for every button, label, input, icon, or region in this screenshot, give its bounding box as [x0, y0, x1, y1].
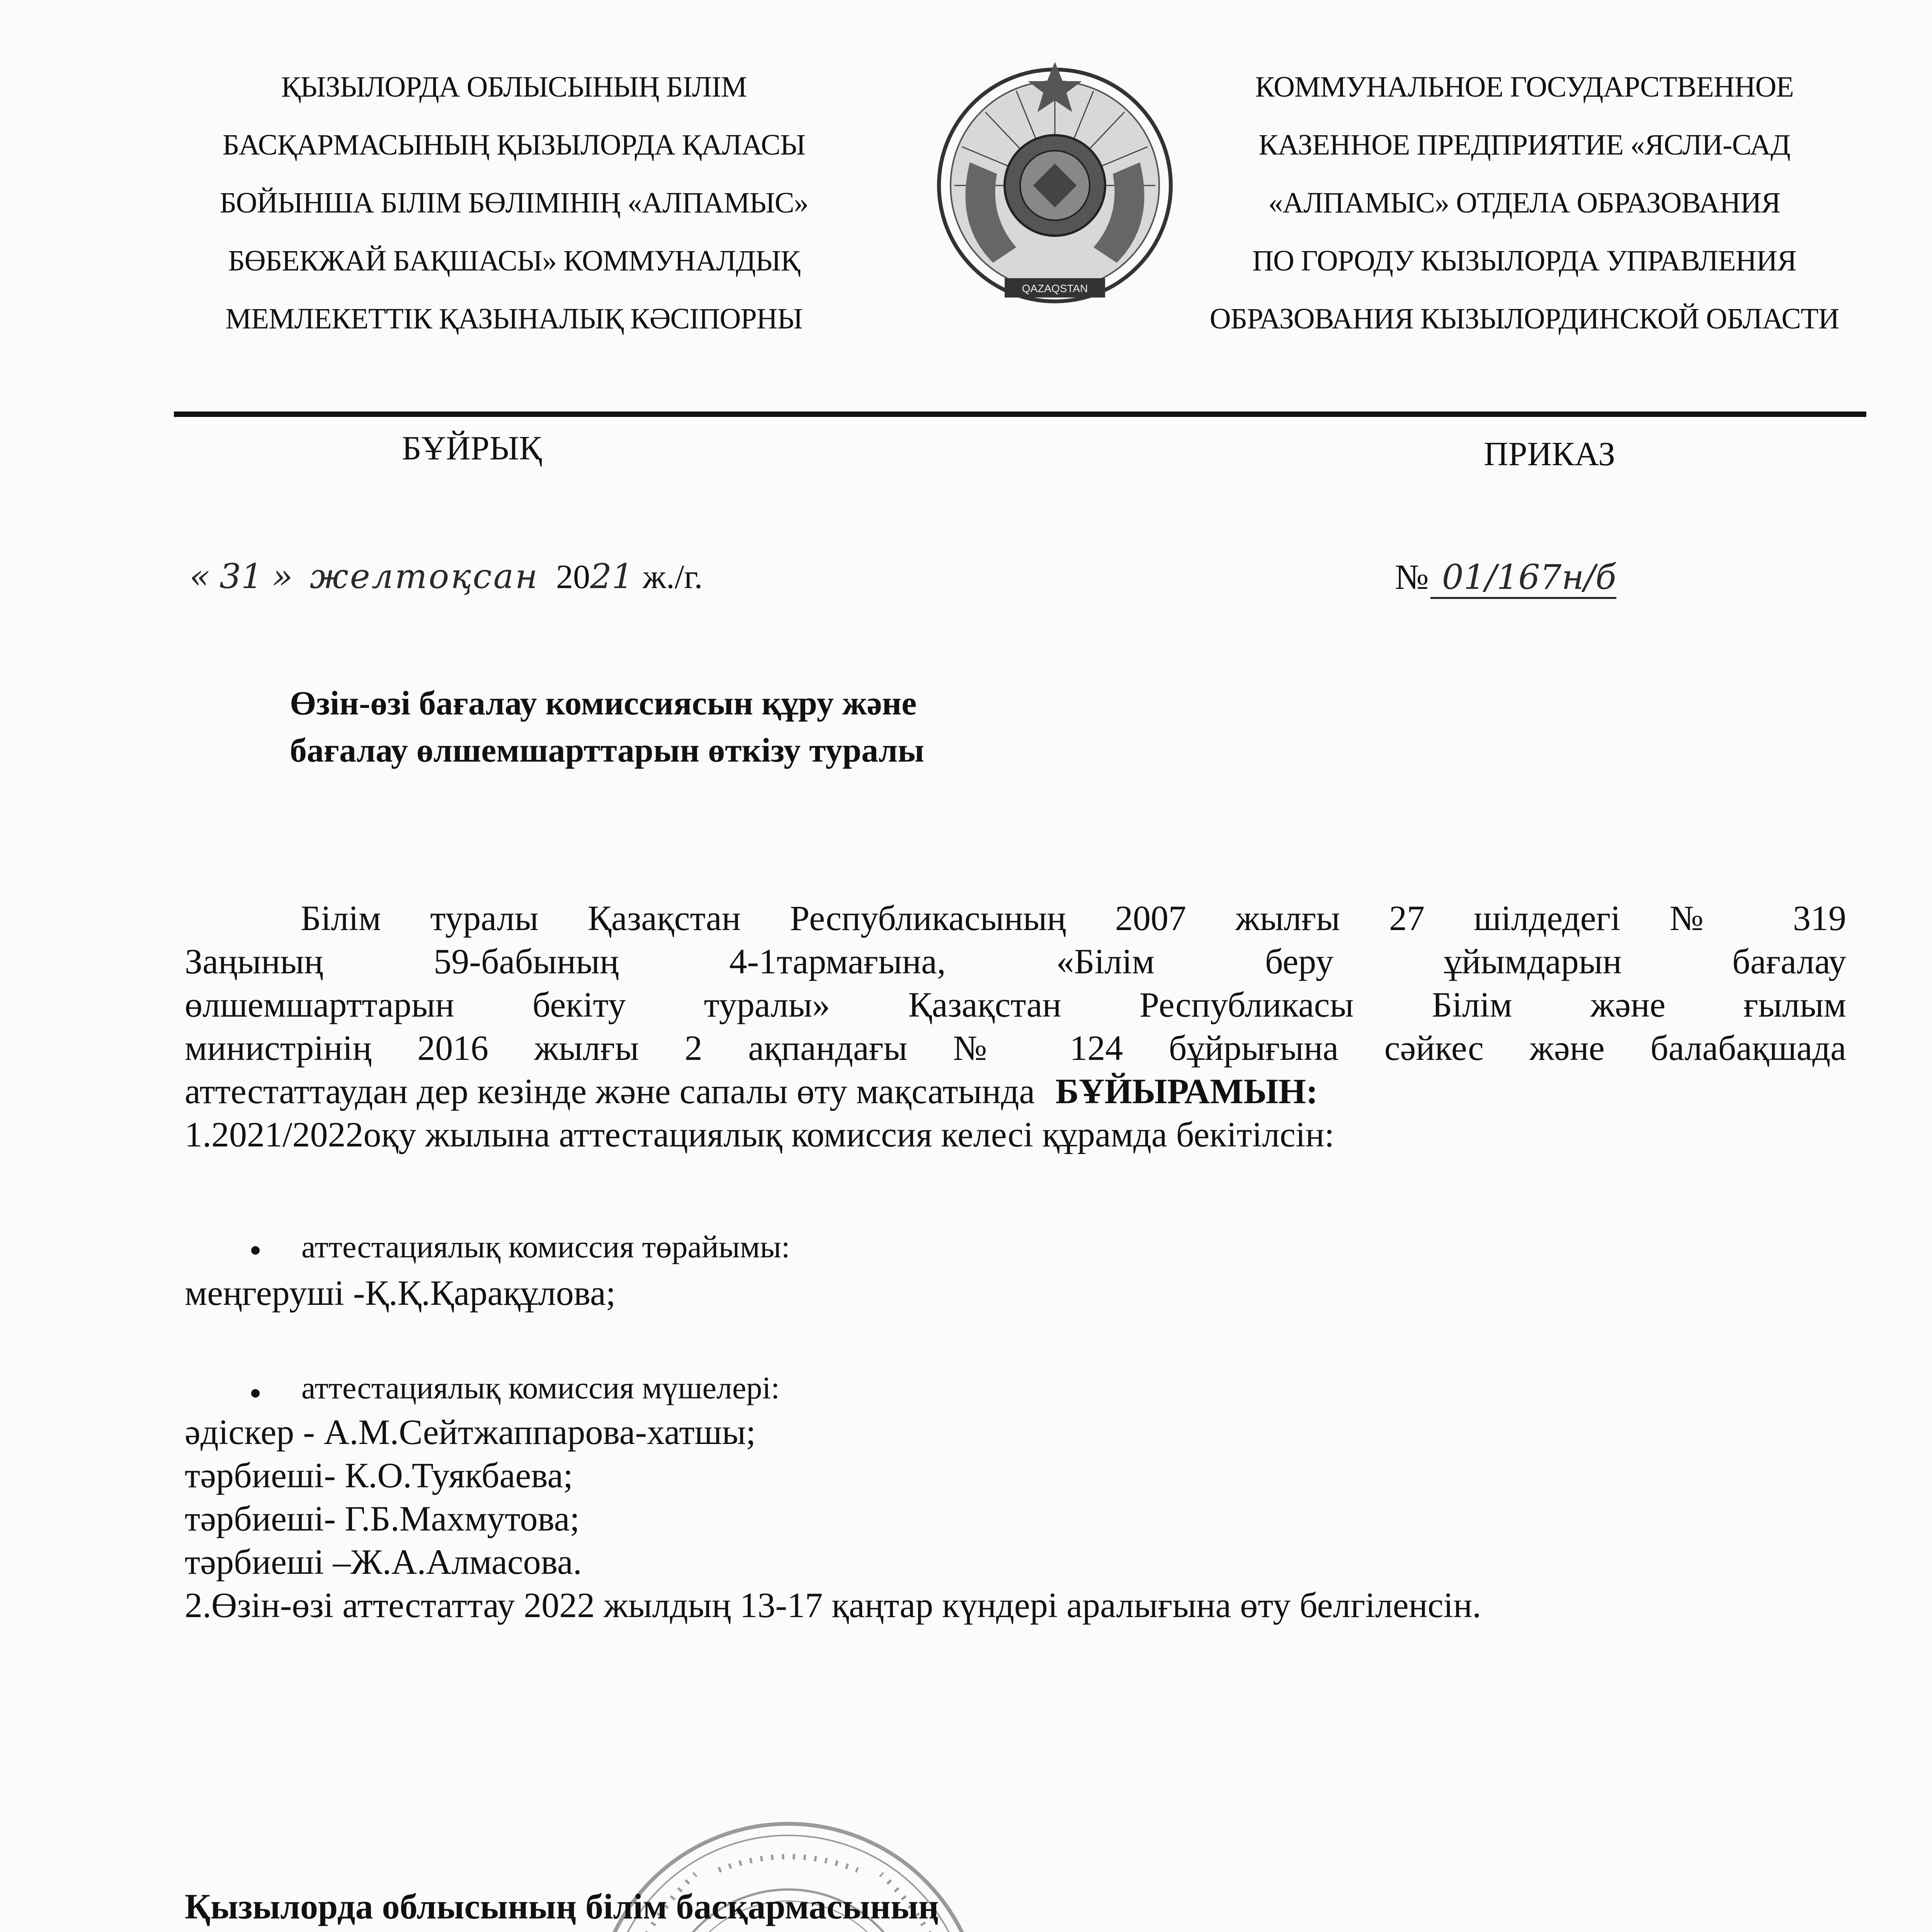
state-emblem — [927, 46, 1182, 340]
emblem-label: QAZAQSTAN — [1022, 282, 1088, 294]
header-right — [1171, 58, 1878, 348]
bullet-dot — [251, 1246, 260, 1255]
member-line: тәрбиеші –Ж.А.Алмасова. — [185, 1542, 582, 1582]
header-right-line: «АЛПАМЫС» ОТДЕЛА ОБРАЗОВАНИЯ — [1268, 187, 1781, 219]
date-day: 31 — [219, 556, 263, 596]
signature-line: Қызылорда облысының білім басқармасының — [185, 1887, 939, 1926]
preamble-line-last — [185, 1070, 1846, 1113]
preamble-last-text: аттестаттаудан дер кезінде және сапалы өту мақсатында — [185, 1071, 1035, 1111]
header-left-line: МЕМЛЕКЕТТІК ҚАЗЫНАЛЫҚ КӘСІПОРНЫ — [225, 303, 803, 335]
header-left-line: ҚЫЗЫЛОРДА ОБЛЫСЫНЫҢ БІЛІМ — [281, 71, 747, 103]
member-line: тәрбиеші- Г.Б.Махмутова; — [185, 1499, 580, 1538]
order-number-label: № — [1395, 557, 1429, 597]
date-close-quote: » — [272, 556, 293, 596]
order-title-line: Өзін-өзі бағалау комиссиясын құру және — [290, 685, 917, 722]
preamble-line: өлшемшарттарын бекіту туралы» Қазақстан Республикасы Білім және ғылым — [185, 985, 1846, 1024]
member-line: әдіскер - А.М.Сейтжаппарова-хатшы; — [185, 1412, 756, 1452]
date-open-quote: « — [189, 556, 210, 596]
label-buyryq: БҰЙРЫҚ — [402, 430, 542, 467]
header-left-line: БАСҚАРМАСЫНЫҢ ҚЫЗЫЛОРДА ҚАЛАСЫ — [222, 129, 806, 161]
header-right-line: ПО ГОРОДУ КЫЗЫЛОРДА УПРАВЛЕНИЯ — [1252, 245, 1796, 277]
preamble-line: министрінің 2016 жылғы 2 ақпандағы № 124 бұйрығына сәйкес және балабақшада — [185, 1028, 1846, 1068]
order-number — [1395, 556, 1616, 597]
order-title-line: бағалау өлшемшарттарын өткізу туралы — [290, 732, 925, 769]
date-month: желтоқсан — [310, 556, 539, 596]
preamble-line: Білім туралы Қазақстан Республикасының 2007 жылғы 27 шілдедегі № 319 — [301, 898, 1846, 938]
preamble — [185, 896, 1846, 1156]
order-word: БҰЙЫРАМЫН: — [1055, 1071, 1318, 1111]
item-1: 1.2021/2022оқу жылына аттестациялық комиссия келесі құрамда бекітілсін: — [185, 1115, 1335, 1154]
signature-block — [185, 1882, 939, 1932]
members-heading: аттестациялық комиссия мүшелері: — [301, 1370, 780, 1405]
date-year-prefix: 20 — [556, 558, 590, 596]
bullet-dot — [251, 1389, 260, 1398]
date-suffix: ж./г. — [643, 558, 703, 596]
chair-heading: аттестациялық комиссия төрайымы: — [301, 1229, 790, 1264]
member-line: тәрбиеші- К.О.Туякбаева; — [185, 1456, 573, 1495]
header-left-line: БОЙЫНША БІЛІМ БӨЛІМІНІҢ «АЛПАМЫС» — [219, 187, 808, 219]
order-number-value: 01/167н/б — [1430, 557, 1616, 599]
header-left-line: БӨБЕКЖАЙ БАҚШАСЫ» КОММУНАЛДЫҚ — [228, 245, 800, 277]
header-divider — [174, 412, 1866, 417]
chair-line: меңгеруші -Қ.Қ.Қарақұлова; — [185, 1273, 616, 1313]
item-2: 2.Өзін-өзі аттестаттау 2022 жылдың 13-17 қаңтар күндері аралығына өту белгіленсін. — [185, 1585, 1481, 1625]
label-prikaz: ПРИКАЗ — [1484, 435, 1616, 473]
header-right-line: ОБРАЗОВАНИЯ КЫЗЫЛОРДИНСКОЙ ОБЛАСТИ — [1209, 303, 1839, 335]
date-line — [189, 556, 703, 611]
header-right-line: КОММУНАЛЬНОЕ ГОСУДАРСТВЕННОЕ — [1255, 71, 1794, 103]
header-right-line: КАЗЕННОЕ ПРЕДПРИЯТИЕ «ЯСЛИ-САД — [1259, 129, 1790, 161]
header-left — [147, 58, 881, 348]
members-list — [185, 1410, 1846, 1627]
preamble-line: Заңының 59-бабының 4-1тармағына, «Білім беру ұйымдарын бағалау — [185, 942, 1846, 981]
order-title — [290, 680, 924, 774]
date-year-suffix: 21 — [590, 556, 634, 596]
